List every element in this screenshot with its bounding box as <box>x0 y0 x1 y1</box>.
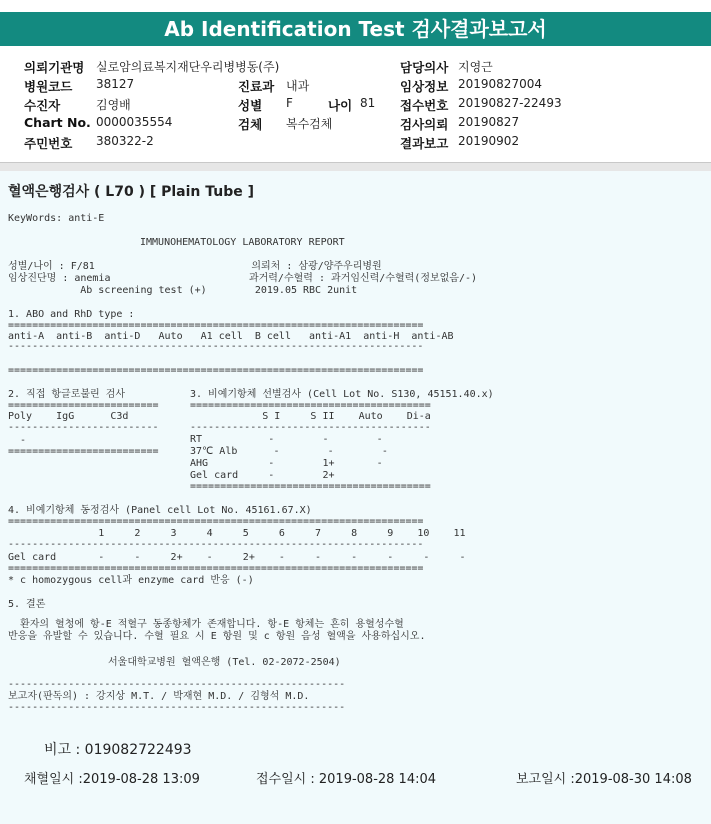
org-value: 실로암의료복지재단우리병병동(주) <box>96 60 280 74</box>
hosp-code-label: 병원코드 <box>24 79 73 94</box>
abo-rule-mid: --------------------------------------------------------------------- <box>8 341 424 352</box>
blood-bank-signature: 서울대학교병원 혈액은행 (Tel. 02-2072-2504) <box>108 657 341 668</box>
section-separator <box>0 162 711 171</box>
report-date-label: 결과보고 <box>400 136 449 151</box>
age-label: 나이 <box>328 98 353 113</box>
screening-row-alb: 37℃ Alb - - - <box>190 446 388 457</box>
id-label: 주민번호 <box>24 136 73 151</box>
remark: 비고 : 019082722493 <box>44 742 192 758</box>
abo-rule-bottom: ===================================================================== <box>8 365 424 376</box>
panel-rule-top: ===================================================================== <box>8 516 424 527</box>
panel-section-title: 4. 비예기항체 동정검사 (Panel cell Lot No. 45161.67.X) <box>8 505 312 516</box>
doctor-value: 지영근 <box>458 60 493 74</box>
panel-headers: 1 2 3 4 5 6 7 8 9 10 11 <box>8 528 466 539</box>
panel-rule-bottom: ===================================================================== <box>8 563 424 574</box>
chart-label: Chart No. <box>24 115 91 130</box>
receipt-datetime: 접수일시 : 2019-08-28 14:04 <box>256 772 437 787</box>
request-value: 20190827 <box>458 115 520 129</box>
chart-value: 0000035554 <box>96 115 173 129</box>
report-body <box>0 171 711 824</box>
report-title-bar <box>0 12 711 46</box>
keywords: KeyWords: anti-E <box>8 213 105 224</box>
conclusion-title: 5. 결론 <box>8 599 46 610</box>
report-heading: 혈액은행검사 ( L70 ) [ Plain Tube ] <box>8 184 255 200</box>
dat-rule-top: ========================= <box>8 400 159 411</box>
panel-row-gel: Gel card - - 2+ - 2+ - - - - - - <box>8 552 466 563</box>
conclusion-line-2: 반응을 유발할 수 있습니다. 수혈 필요 시 E 항원 및 c 항원 음성 혈액을 사용하십시오. <box>8 631 426 642</box>
screening-section-title: 3. 비예기항체 선별검사 (Cell Lot No. S130, 45151.40.x) <box>190 389 494 400</box>
patient-header <box>0 50 711 160</box>
info-line-3: Ab screening test (+) 2019.05 RBC 2unit <box>8 285 358 296</box>
dat-rule-mid: ------------------------- <box>8 422 159 433</box>
screening-rule-bottom: ======================================== <box>190 481 431 492</box>
clinical-value: 20190827004 <box>458 77 542 91</box>
dat-headers: Poly IgG C3d <box>8 411 129 422</box>
panel-note: * c homozygous cell과 enzyme card 반응 (-) <box>8 575 254 586</box>
clinical-label: 임상정보 <box>400 79 449 94</box>
collection-datetime: 채혈일시 :2019-08-28 13:09 <box>24 772 200 787</box>
receipt-label: 접수번호 <box>400 98 449 113</box>
report-datetime: 보고일시 :2019-08-30 14:08 <box>516 772 692 787</box>
sex-label: 성별 <box>238 98 263 113</box>
report-date-value: 20190902 <box>458 134 520 148</box>
screening-rule-mid: ---------------------------------------- <box>190 422 431 433</box>
info-line-1: 성별/나이 : F/81 의뢰처 : 삼광/양주우리병원 <box>8 261 382 272</box>
receipt-value: 20190827-22493 <box>458 96 562 110</box>
abo-section-title: 1. ABO and RhD type : <box>8 309 135 320</box>
lab-report-title: IMMUNOHEMATOLOGY LABORATORY REPORT <box>140 237 345 248</box>
doctor-label: 담당의사 <box>400 60 449 75</box>
hosp-code-value: 38127 <box>96 77 135 91</box>
age-value: 81 <box>360 96 376 110</box>
info-line-2: 임상진단명 : anemia 과거력/수혈력 : 과거임신력/수혈력(정보없음/-) <box>8 273 478 284</box>
screening-row-ahg: AHG - 1+ - <box>190 458 383 469</box>
abo-rule-top: ===================================================================== <box>8 320 424 331</box>
dat-section-title: 2. 직접 항글로불린 검사 <box>8 389 126 400</box>
patient-value: 김영배 <box>96 98 131 112</box>
dat-rule-bottom: ========================= <box>8 446 159 457</box>
dept-label: 진료과 <box>238 79 275 94</box>
reporter-rule-top: -------------------------------------------------------- <box>8 679 346 690</box>
panel-rule-mid: --------------------------------------------------------------------- <box>8 539 424 550</box>
screening-row-gel: Gel card - 2+ <box>190 470 335 481</box>
sex-value: F <box>286 96 293 110</box>
screening-row-rt: RT - - - <box>190 434 383 445</box>
conclusion-line-1: 환자의 혈청에 항-E 적혈구 동종항체가 존재합니다. 항-E 항체는 흔히 용혈성수혈 <box>8 619 404 630</box>
patient-label: 수진자 <box>24 98 61 113</box>
report-title: Ab Identification Test 검사결과보고서 <box>164 17 547 41</box>
dat-values: - <box>8 435 27 446</box>
specimen-label: 검체 <box>238 117 263 132</box>
abo-headers: anti-A anti-B anti-D Auto A1 cell B cell anti-A1 anti-H anti-AB <box>8 331 454 342</box>
reporters: 보고자(판독의) : 강지상 M.T. / 박재현 M.D. / 김형석 M.D. <box>8 691 310 702</box>
id-value: 380322-2 <box>96 134 154 148</box>
screening-rule-top: ======================================== <box>190 400 431 411</box>
request-label: 검사의뢰 <box>400 117 449 132</box>
org-label: 의뢰기관명 <box>24 60 85 75</box>
specimen-value: 복수검체 <box>286 117 333 131</box>
dept-value: 내과 <box>286 79 310 93</box>
reporter-rule-bottom: -------------------------------------------------------- <box>8 702 346 713</box>
screening-headers: S I S II Auto Di-a <box>190 411 431 422</box>
